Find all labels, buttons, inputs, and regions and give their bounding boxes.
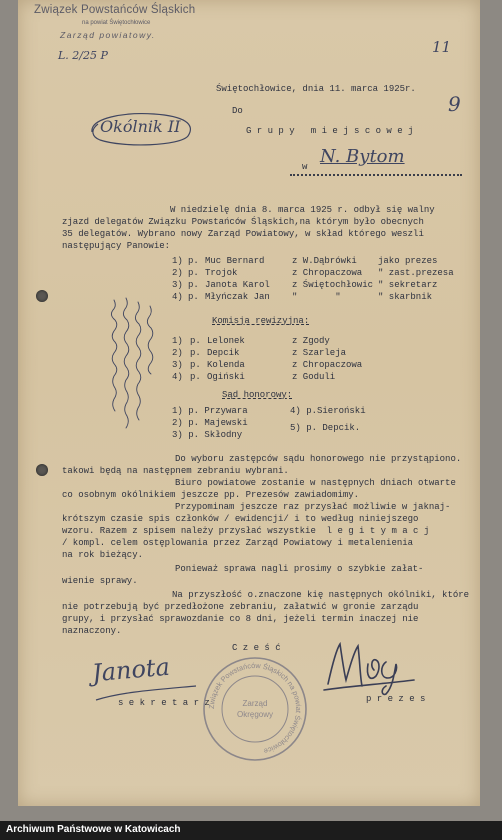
item-number: 1)	[172, 256, 183, 266]
item-number: 3)	[172, 280, 183, 290]
item-title: p.	[188, 256, 199, 266]
handwritten-mark: 9	[448, 92, 461, 116]
item-title: p.	[190, 360, 201, 370]
item-title: p.	[190, 348, 201, 358]
member-role: jako prezes	[378, 256, 438, 266]
item-number: 2)	[172, 348, 183, 358]
member-place: z Świętochłowic	[292, 280, 374, 290]
item-title: p.	[190, 336, 201, 346]
member-place: z Zgody	[292, 336, 330, 346]
list-item: 3) p. Skłodny	[172, 430, 243, 440]
member-role: " zast.prezesa	[378, 268, 454, 278]
item-number: 1)	[172, 336, 183, 346]
location: N. Bytom	[320, 146, 405, 167]
secretary-signature: Janota	[90, 652, 171, 688]
intro-line: następujący Panowie:	[62, 241, 171, 251]
body-line: nie potrzebują być przedłożone zebraniu, załatwić w gronie zarządu	[62, 602, 419, 612]
stamp-inner-top: Zarząd	[242, 699, 268, 708]
item-number: 2)	[172, 268, 183, 278]
item-number: 4)	[172, 372, 183, 382]
body-line: wienie sprawy.	[62, 576, 138, 586]
stamp-outer-text: Związek Powstańców Śląskich na powiat Świętochłowice	[206, 660, 304, 756]
dotted-leader	[290, 174, 462, 176]
list-item: 5) p. Depcik.	[290, 423, 361, 433]
letterhead-org: Związek Powstańców Śląskich	[34, 4, 196, 16]
body-line: / kompl. celem ostęplowania przez Zarząd Powiatowy i metalenienia	[62, 538, 414, 548]
intro-line: 35 delegatów. Wybrano nowy Zarząd Powiatowy, w skład którego weszli	[62, 229, 424, 239]
president-signature	[322, 636, 417, 698]
member-place: z Chropaczowa	[292, 360, 363, 370]
to-label: Do	[232, 106, 243, 116]
member-name: Janota Karol	[205, 280, 270, 290]
stamp-inner-bottom: Okręgowy	[236, 710, 274, 719]
item-number: 4)	[172, 292, 183, 302]
member-name: Kolenda	[207, 360, 245, 370]
round-stamp	[200, 654, 310, 764]
archive-footer	[0, 821, 502, 840]
member-name: Muc Bernard	[205, 256, 265, 266]
body-line: Biuro powiatowe zostanie w następnych dniach otwarte	[175, 478, 456, 488]
date-line: Świętochłowice, dnia 11. marca 1925r.	[216, 84, 416, 94]
member-name: Trojok	[205, 268, 238, 278]
audit-committee-heading: Komisja rewizyjna:	[212, 316, 310, 326]
margin-note-handwriting	[100, 296, 160, 456]
letterhead-district: na powiat Świętochłowice	[82, 20, 151, 26]
body-line: Przypominam jeszcze raz przysłać możliwie w jaknaj-	[175, 502, 451, 512]
member-name: Lelonek	[207, 336, 245, 346]
body-line: Na przyszłość o.znaczone kię następnych okólniki, które	[172, 590, 470, 600]
member-role: " skarbnik	[378, 292, 433, 302]
page-number: 11	[432, 38, 452, 56]
honor-court-heading: Sąd honorowy:	[222, 390, 293, 400]
list-item: 1) p. Przywara	[172, 406, 248, 416]
archive-name: Archiwum Państwowe w Katowicach	[6, 824, 181, 835]
item-number: 3)	[172, 360, 183, 370]
location-prefix: w	[302, 162, 308, 172]
body-line: na rok bieżący.	[62, 550, 144, 560]
body-line: takowi będą na następnem zebraniu wybrani.	[62, 466, 289, 476]
letterhead-board: Zarząd powiatowy.	[60, 30, 156, 40]
body-line: co osobnym okólnikiem jeszcze pp. Prezesów zawiadomimy.	[62, 490, 360, 500]
member-place: z Goduli	[292, 372, 336, 382]
member-place: z Szarleja	[292, 348, 347, 358]
reference-number: L. 2/25 P	[58, 49, 108, 62]
president-role: p r e z e s	[366, 694, 426, 704]
member-place: " "	[292, 292, 341, 302]
list-item: 2) p. Majewski	[172, 418, 248, 428]
member-place: z Chropaczowa	[292, 268, 363, 278]
circular-label: Okólnik II	[100, 117, 181, 136]
addressee: G r u p y m i e j s c o w e j	[246, 126, 414, 136]
secretary-role: s e k r e t a r z	[118, 698, 210, 708]
closing-greeting: C z e ś ć	[232, 643, 281, 653]
body-line: grupy, i przysłać sprawozdanie co 8 dni, jeżeli termin inaczej nie	[62, 614, 419, 624]
member-place: z W.Dąbrówki	[292, 256, 357, 266]
list-item: 4) p.Sieroński	[290, 406, 366, 416]
body-line: krótszym czasie spis członków / ewidencji/ i to według niniejszego	[62, 514, 419, 524]
item-title: p.	[188, 268, 199, 278]
intro-line: zjazd delegatów Związku Powstańców Śląskich,na którym było obecnych	[62, 217, 424, 227]
item-title: p.	[188, 280, 199, 290]
member-name: Młyńczak Jan	[205, 292, 270, 302]
intro-line: W niedzielę dnia 8. marca 1925 r. odbył się walny	[170, 205, 435, 215]
body-line: naznaczony.	[62, 626, 122, 636]
body-line: Do wyboru zastępców sądu honorowego nie przystąpiono.	[175, 454, 462, 464]
member-role: " sekretarz	[378, 280, 438, 290]
body-line: Ponieważ sprawa nagli prosimy o szybkie załat-	[175, 564, 424, 574]
member-name: Ogiński	[207, 372, 245, 382]
item-title: p.	[188, 292, 199, 302]
body-line: wzoru. Razem z spisem należy przysłać wszystkie l e g i t y m a c j	[62, 526, 430, 536]
item-title: p.	[190, 372, 201, 382]
member-name: Depcik	[207, 348, 240, 358]
